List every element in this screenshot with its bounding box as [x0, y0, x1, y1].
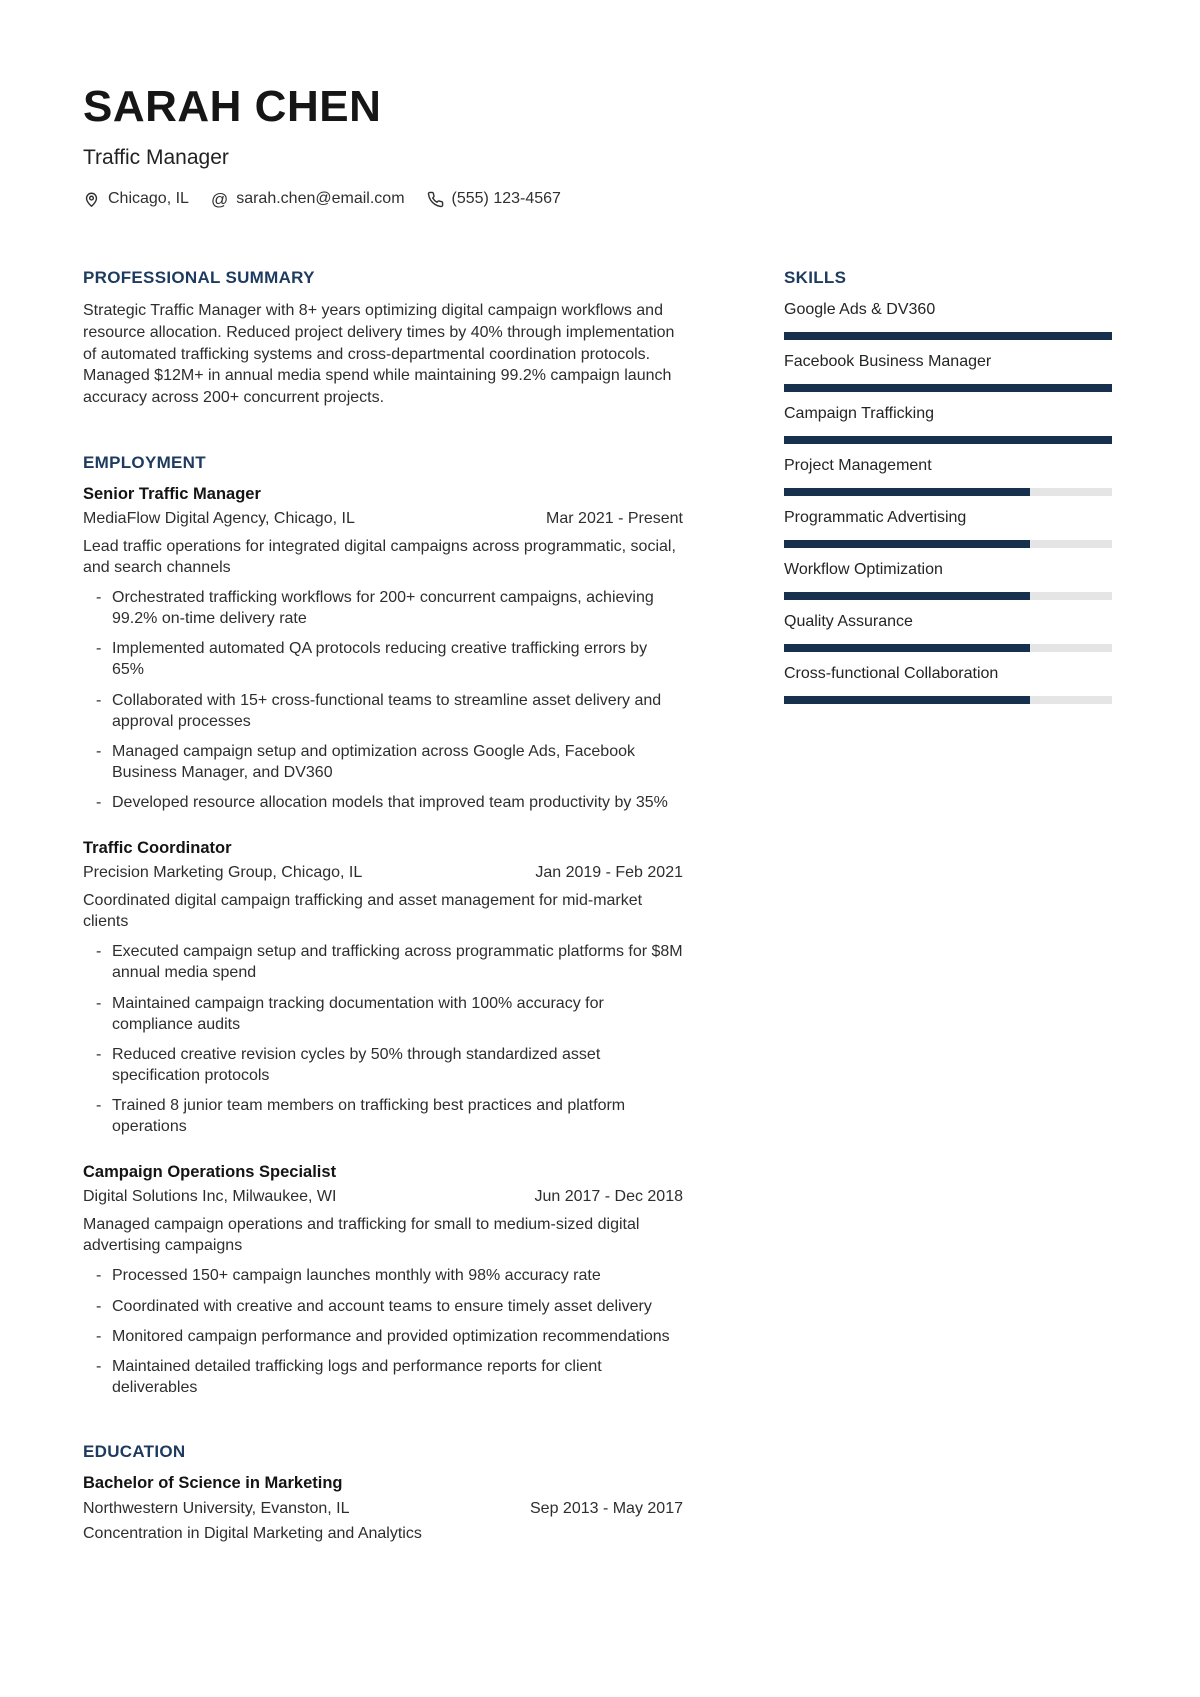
contact-email: [211, 190, 405, 208]
education-detail: Concentration in Digital Marketing and Analytics: [83, 1525, 422, 1542]
resume-header: [83, 84, 1112, 208]
job-entry: [83, 839, 683, 1137]
skill-bar-fill: [784, 696, 1030, 704]
skill-bar-fill: [784, 540, 1030, 548]
skill-item: [784, 352, 1112, 392]
job-title: Senior Traffic Manager: [83, 484, 261, 503]
education-school-row: [83, 1500, 683, 1518]
skill-bar-track: [784, 384, 1112, 392]
email-at-icon: @: [210, 189, 229, 209]
contact-location-text: Chicago, IL: [108, 190, 189, 208]
education-heading: EDUCATION: [83, 1442, 186, 1461]
job-bullet: - Maintained detailed trafficking logs and performance reports for client deliverables: [83, 1356, 683, 1398]
job-bullet: - Maintained campaign tracking documentation with 100% accuracy for compliance audits: [83, 993, 683, 1035]
job-description: Managed campaign operations and trafficking for small to medium-sized digital advertising campaigns: [83, 1216, 640, 1255]
job-description: Coordinated digital campaign trafficking and asset management for mid-market clients: [83, 892, 643, 931]
right-column: [784, 268, 1112, 1543]
job-bullet: - Managed campaign setup and optimization across Google Ads, Facebook Business Manager, and DV360: [83, 741, 683, 783]
skill-name: Cross-functional Collaboration: [784, 665, 999, 683]
job-bullet: - Collaborated with 15+ cross-functional teams to streamline asset delivery and approval processes: [83, 690, 683, 732]
job-bullet: - Trained 8 junior team members on trafficking best practices and platform operations: [83, 1095, 683, 1137]
skill-name: Facebook Business Manager: [784, 353, 992, 371]
skill-bar-track: [784, 488, 1112, 496]
job-company: Precision Marketing Group, Chicago, IL: [83, 864, 363, 882]
skill-bar-track: [784, 436, 1112, 444]
job-dates: Jun 2017 - Dec 2018: [534, 1188, 683, 1206]
contact-row: [83, 190, 1112, 208]
skill-item: [784, 560, 1112, 600]
skills-heading: SKILLS: [784, 268, 847, 288]
skill-bar-track: [784, 592, 1112, 600]
job-title: Campaign Operations Specialist: [83, 1163, 337, 1182]
skill-bar-track: [784, 332, 1112, 340]
section-employment: [83, 453, 683, 1398]
job-bullet: - Executed campaign setup and trafficking across programmatic platforms for $8M annual media spend: [83, 941, 683, 983]
skill-name: Google Ads & DV360: [784, 301, 936, 319]
education-degree: Bachelor of Science in Marketing: [83, 1474, 343, 1492]
skill-bar-fill: [784, 384, 1112, 392]
section-education: [83, 1442, 683, 1543]
skill-bar-fill: [784, 436, 1112, 444]
job-company: Digital Solutions Inc, Milwaukee, WI: [83, 1188, 337, 1206]
summary-text: Strategic Traffic Manager with 8+ years optimizing digital campaign workflows and resource allocation. Reduced project delivery times by 40% through implementation of automated trafficking systems and cross-departmental coordination protocols. Managed $12M+ in annual media spend while maintaining 99.2% campaign launch accuracy across 200+ concurrent projects.: [83, 302, 675, 407]
person-name: SARAH CHEN: [83, 82, 382, 131]
skill-item: [784, 300, 1112, 340]
job-title: Traffic Coordinator: [83, 839, 232, 858]
employment-heading: EMPLOYMENT: [83, 452, 206, 472]
skill-item: [784, 664, 1112, 704]
skill-name: Programmatic Advertising: [784, 509, 967, 527]
job-entry: [83, 485, 683, 813]
location-pin-icon: [83, 191, 100, 208]
skill-bar-track: [784, 696, 1112, 704]
job-bullets: [83, 1265, 683, 1398]
contact-email-text: sarah.chen@email.com: [236, 190, 405, 208]
skill-bar-fill: [784, 488, 1030, 496]
job-company-row: [83, 1188, 683, 1206]
jobs-list: [83, 485, 683, 1398]
job-bullet: - Reduced creative revision cycles by 50% through standardized asset specification protocols: [83, 1044, 683, 1086]
job-company-row: [83, 864, 683, 882]
job-dates: Mar 2021 - Present: [546, 509, 683, 527]
skill-item: [784, 508, 1112, 548]
job-company: MediaFlow Digital Agency, Chicago, IL: [83, 509, 355, 527]
job-bullet: - Monitored campaign performance and provided optimization recommendations: [83, 1326, 683, 1347]
content-columns: [83, 268, 1112, 1543]
skill-name: Workflow Optimization: [784, 561, 943, 579]
skill-bar-fill: [784, 644, 1030, 652]
job-bullets: [83, 587, 683, 813]
phone-icon: [427, 191, 444, 208]
skill-name: Project Management: [784, 457, 932, 475]
job-bullet: - Coordinated with creative and account teams to ensure timely asset delivery: [83, 1296, 683, 1317]
education-school: Northwestern University, Evanston, IL: [83, 1500, 350, 1517]
skill-name: Campaign Trafficking: [784, 405, 934, 423]
skills-list: [784, 300, 1112, 704]
job-bullet: - Implemented automated QA protocols reducing creative trafficking errors by 65%: [83, 638, 683, 680]
skill-name: Quality Assurance: [784, 613, 913, 631]
job-bullets: [83, 941, 683, 1137]
contact-phone-text: (555) 123-4567: [451, 190, 561, 208]
job-description: Lead traffic operations for integrated digital campaigns across programmatic, social, and search channels: [83, 537, 676, 577]
skill-item: [784, 456, 1112, 496]
job-bullet: - Processed 150+ campaign launches monthly with 98% accuracy rate: [83, 1265, 683, 1286]
skill-item: [784, 404, 1112, 444]
skill-bar-track: [784, 540, 1112, 548]
skill-bar-fill: [784, 592, 1030, 600]
person-title: Traffic Manager: [83, 146, 229, 170]
section-professional-summary: [83, 268, 683, 409]
education-dates: Sep 2013 - May 2017: [530, 1500, 683, 1517]
job-dates: Jan 2019 - Feb 2021: [535, 864, 683, 882]
job-company-row: [83, 510, 683, 528]
skill-bar-fill: [784, 332, 1112, 340]
skill-bar-track: [784, 644, 1112, 652]
left-column: [83, 268, 683, 1543]
contact-location: [83, 190, 189, 208]
skill-item: [784, 612, 1112, 652]
job-bullet: - Orchestrated trafficking workflows for 200+ concurrent campaigns, achieving 99.2% on-time delivery rate: [83, 587, 683, 629]
contact-phone: [427, 190, 561, 208]
section-skills: [784, 268, 1112, 704]
job-bullet: - Developed resource allocation models that improved team productivity by 35%: [83, 792, 683, 813]
job-entry: [83, 1163, 683, 1398]
summary-heading: PROFESSIONAL SUMMARY: [83, 268, 315, 288]
